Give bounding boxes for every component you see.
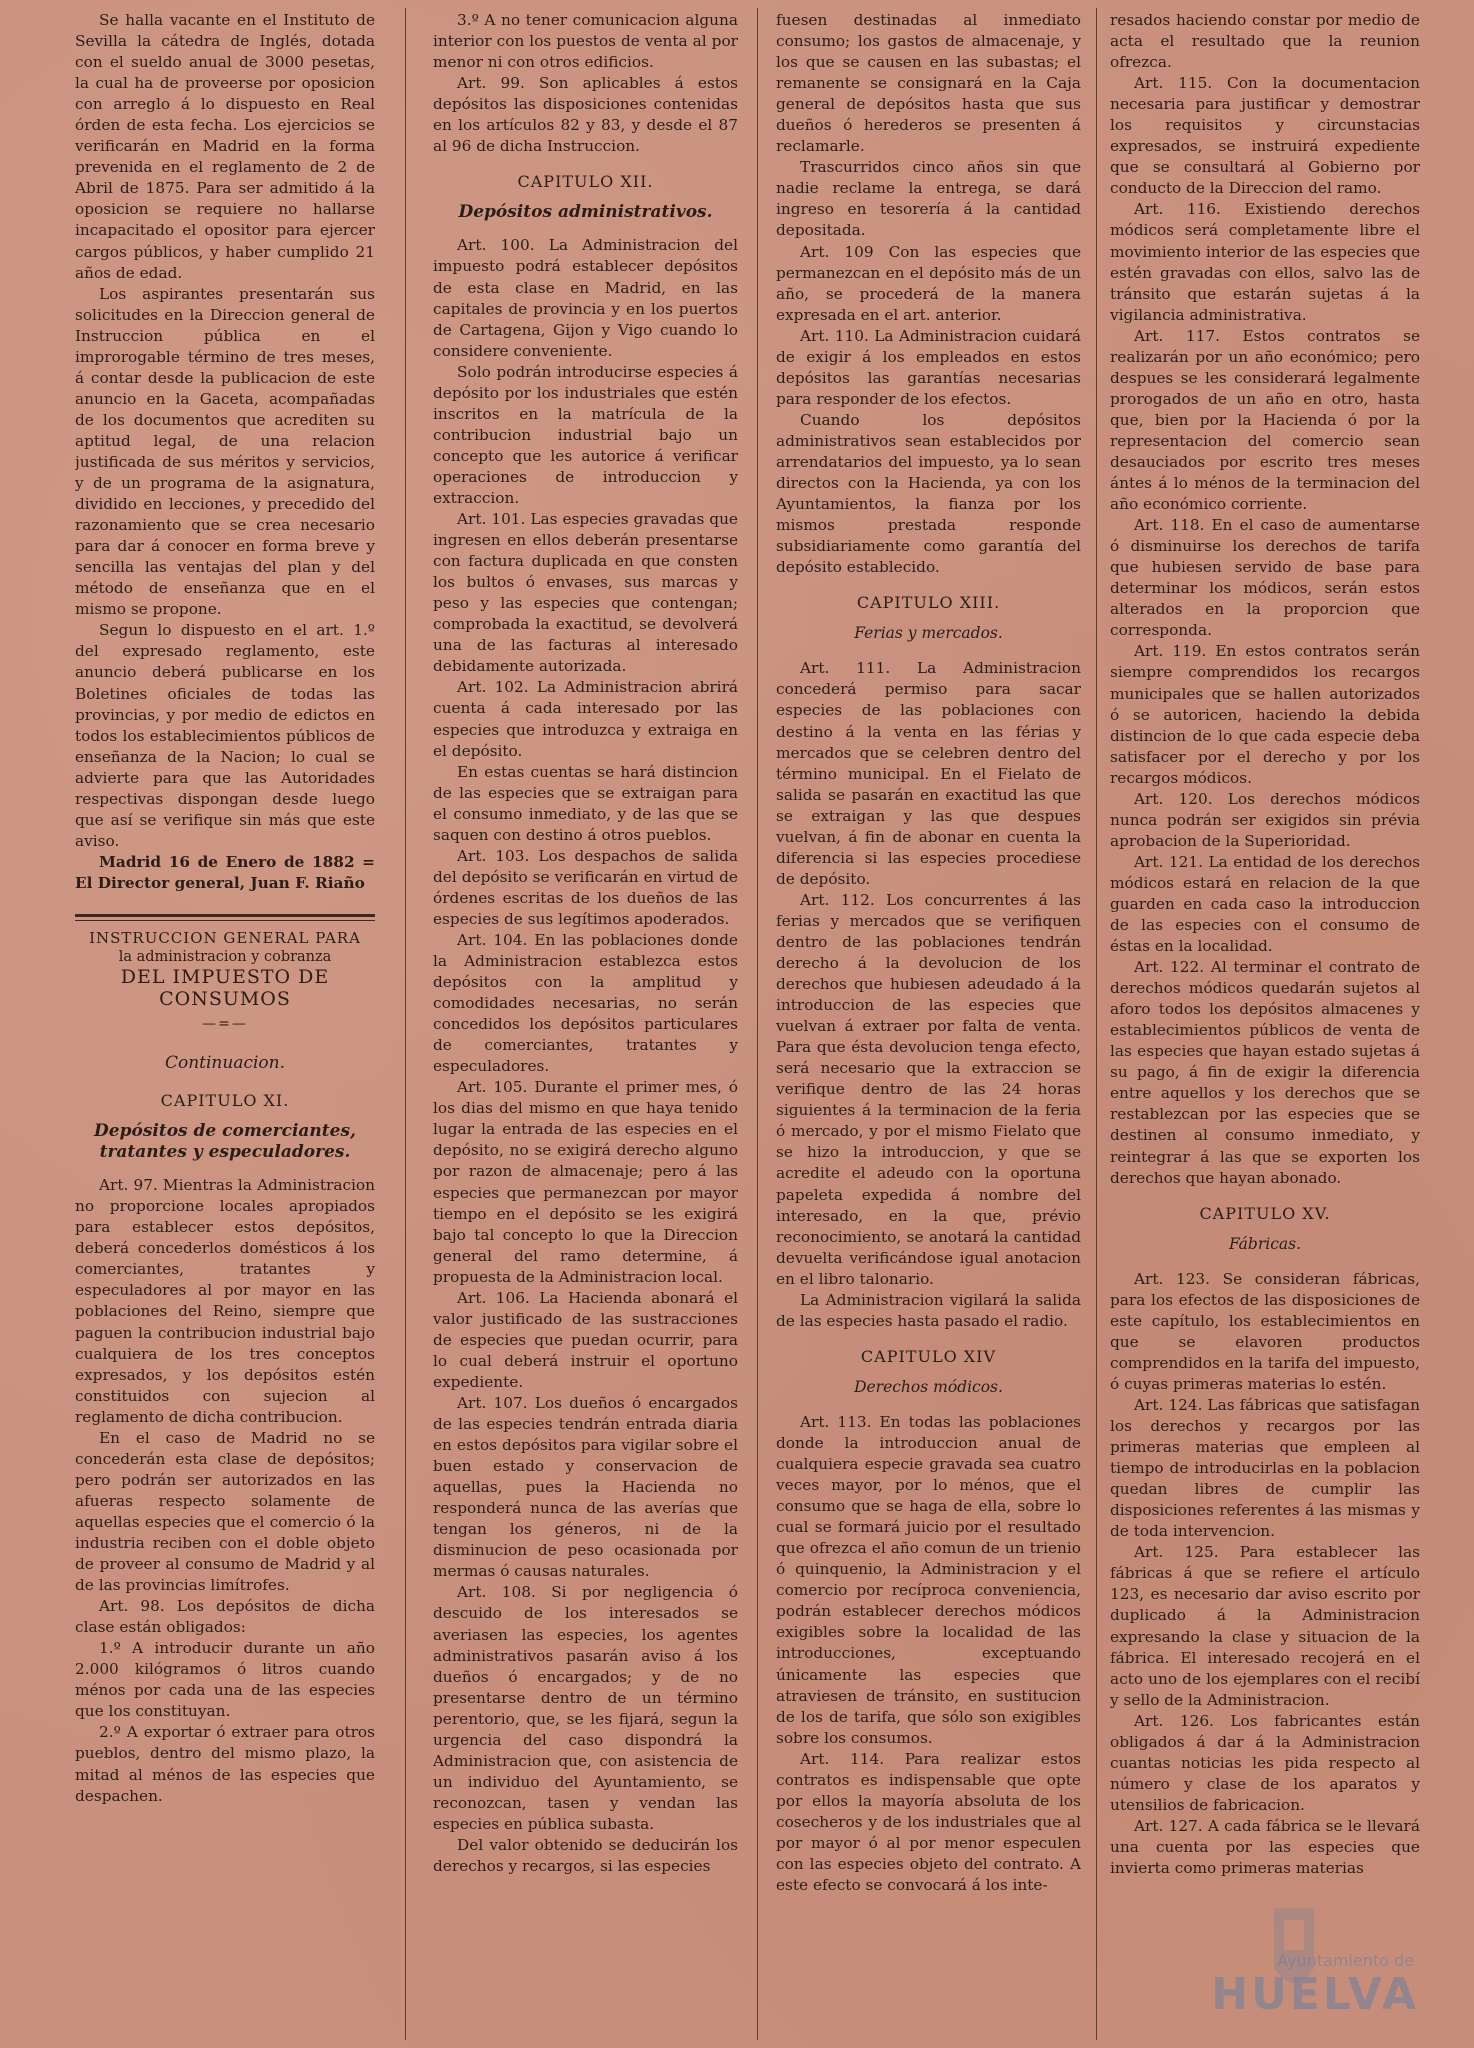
article: Art. 100. La Administracion del impuesto podrá establecer depósitos de esta clase en Madrid, en las capitales de provincia y en los puertos de Cartagena, Gijon y Vigo cuando lo considere conveniente. [433, 236, 738, 360]
column-2 [433, 10, 738, 2038]
article: Art. 123. Se consideran fábricas, para los efectos de las disposiciones de este capítulo, los establecimientos en que se elavoren productos comprendidos en la tarifa del impuesto, ó cuyas primeras materias lo estén. [1110, 1269, 1420, 1393]
paragraph: La Administracion vigilará la salida de las especies hasta pasado el radio. [776, 1290, 1081, 1330]
article: Art. 113. En todas las poblaciones donde la introduccion anual de cualquiera especie gravada sea cuatro veces mayor, por lo ménos, que el consumo que se haga de ella, sobre lo cual se formará juicio por el resultado que ofrezca el año comun de un trienio ó quinquenio, la Administracion y el comercio por recíproca conveniencia, podrán establecer derechos módicos exigibles sobre la localidad de las introducciones, exceptuando únicamente las especies que atraviesen de tránsito, en sustitucion de los de tarifa, que sólo son exigibles sobre los consumos. [776, 1412, 1081, 1747]
section-title: DEL IMPUESTO DE CONSUMOS [120, 965, 330, 1010]
article: Art. 106. La Hacienda abonará el valor justificado de las sustracciones de especies que puedan ocurrir, para lo cual deberá instruir el oportuno expediente. [433, 1288, 738, 1391]
article: Art. 122. Al terminar el contrato de derechos módicos quedarán sujetos al aforo todos los depósitos almacenes y establecimientos públicos de venta de las especies que hayan estado sujetas á su pago, á fin de exigir la diferencia entre aquellos y los derechos que se restablezcan por las especies que se destinen al consumo inmediato, y reintegrar á las que se exporten los derechos que hayan abonado. [1110, 958, 1420, 1187]
paragraph: Solo podrán introducirse especies á depósito por los industriales que estén inscritos en la matrícula de la contribucion industrial bajo un concepto que les autorice á verificar operaciones de introduccion y extraccion. [433, 362, 738, 507]
paragraph: fuesen destinadas al inmediato consumo; los gastos de almacenaje, y los que se causen en las subastas; el remanente se consignará en la Caja general de depósitos hasta que sus dueños ó herederos se presenten á reclamarle. [776, 11, 1081, 156]
list-item: 1.º A introducir durante un año 2.000 kilógramos ó litros cuando ménos por cada una de las especies que los constituyan. [75, 1639, 375, 1721]
watermark-subtitle: Ayuntamiento de [1277, 1951, 1414, 1970]
article: Art. 111. La Administracion concederá permiso para sacar especies de las poblaciones con destino á la venta en las férias y mercados que se celebren dentro del término municipal. En el Fielato de salida se pasarán en exactitud las que se extraigan y las que despues vuelvan, á fin de abonar en cuenta la diferencia si las especies procediese de depósito. [776, 659, 1081, 888]
article: Art. 108. Si por negligencia ó descuido de los interesados se averiasen las especies, los agentes administrativos pasarán aviso á los dueños ó encargados; y de no presentarse dentro de un término perentorio, que, se les fijará, segun la urgencia del caso dispondrá la Administracion que, con asistencia de un individuo del Ayuntamiento, se reconozcan, tasen y vendan las especies en pública subasta. [433, 1583, 738, 1833]
article: Art. 109 Con las especies que permanezcan en el depósito más de un año, se procederá de la manera expresada en el art. anterior. [776, 242, 1081, 324]
section-rule [75, 914, 375, 921]
chapter-subtitle: Fábricas. [1228, 1234, 1302, 1253]
signature: Madrid 16 de Enero de 1882 = El Director general, Juan F. Riaño [75, 852, 375, 892]
section-title: la administracion y cobranza [118, 948, 332, 965]
article: Art. 97. Mientras la Administracion no proporcione locales apropiados para establecer estos depósitos, deberá concederlos domésticos á los comerciantes, tratantes y especuladores al por mayor en las poblaciones del Reino, siempre que paguen la contribucion industrial bajo cualquiera de los tres conceptos expresados, y los depósitos estén constituidos con sujecion al reglamento de dicha contribucion. [75, 1176, 375, 1426]
watermark-title: HUELVA [1211, 1969, 1419, 2020]
article: Art. 103. Los despachos de salida del depósito se verificarán en virtud de órdenes escritas de los dueños de las especies de sus legítimos apoderados. [433, 846, 738, 928]
article: Art. 110. La Administracion cuidará de exigir á los empleados en estos depósitos las garantías necesarias para responder de los efectos. [776, 326, 1081, 408]
paragraph: Se halla vacante en el Instituto de Sevilla la cátedra de Inglés, dotada con el sueldo anual de 3000 pesetas, la cual ha de proveerse por oposicion con arreglo á lo dispuesto en Real órden de esta fecha. Los ejercicios se verificarán en Madrid en la forma prevenida en el reglamento de 2 de Abril de 1875. Para ser admitido á la oposicion se requiere no hallarse incapacitado el opositor para ejercer cargos públicos, y haber cumplido 21 años de edad. [75, 11, 375, 282]
chapter-subtitle: Ferias y mercados. [854, 624, 1003, 643]
chapter-heading: CAPITULO XV. [1199, 1203, 1331, 1223]
paragraph: Los aspirantes presentarán sus solicitudes en la Direccion general de Instruccion pública en el improrogable término de tres meses, á contar desde la publicacion de este anuncio en la Gaceta, acompañadas de los documentos que acrediten su aptitud legal, de una relacion justificada de sus méritos y servicios, y de un programa de la asignatura, dividido en lecciones, y precedido del razonamiento que se crea necesario para dar á conocer en forma breve y sencilla las ventajas del plan y del método de enseñanza que en el mismo se propone. [75, 284, 375, 619]
paragraph: En estas cuentas se hará distincion de las especies que se extraigan para el consumo inmediato, y de las que se saquen con destino á otros pueblos. [433, 762, 738, 844]
article: Art. 114. Para realizar estos contratos es indispensable que opte por ellos la mayoría absoluta de los cosecheros y de los industriales que al por mayor ó al por menor especulen con las especies objeto del contrato. A este efecto se convocará á los inte- [776, 1749, 1081, 1894]
article: Art. 104. En las poblaciones donde la Administracion establezca estos depósitos con la amplitud y comodidades necesarias, no serán concedidos los depósitos particulares de comerciantes, tratantes y especuladores. [433, 930, 738, 1076]
chapter-heading: CAPITULO XIV [860, 1346, 997, 1366]
continuation-label: Continuacion. [164, 1053, 286, 1074]
column-1 [75, 10, 375, 2038]
article: Art. 107. Los dueños ó encargados de las especies tendrán entrada diaria en estos depósitos para vigilar sobre el buen estado y conservacion de aquellas, pues la Hacienda no responderá nunca de las averías que tengan los géneros, ni de la disminucion de peso ocasionada por mermas ó causas naturales. [433, 1394, 738, 1581]
paragraph: Segun lo dispuesto en el art. 1.º del expresado reglamento, este anuncio deberá publicarse en los Boletines oficiales de todas las provincias, y por medio de edictos en todos los establecimientos públicos de enseñanza de la Nacion; lo cual se advierte para que las Autoridades respectivas dispongan desde luego que así se verifique sin más que este aviso. [75, 621, 375, 850]
chapter-subtitle: Depósitos de comerciantes, tratantes y especuladores. [94, 1121, 356, 1163]
chapter-subtitle: Derechos módicos. [854, 1377, 1003, 1396]
column-3 [776, 10, 1081, 2038]
list-item: 3.º A no tener comunicacion alguna interior con los puestos de venta al por menor ni con otros edificios. [433, 11, 738, 72]
article: Art. 105. Durante el primer mes, ó los dias del mismo en que haya tenido lugar la entrada de las especies en el depósito, no se exigirá derecho alguno por razon de almacenaje; pero á las especies que permanezcan por mayor tiempo en el depósito se les exigirá bajo tal concepto lo que la Direccion general del ramo determine, á propuesta de la Administracion local. [433, 1078, 738, 1286]
column-divider [757, 8, 758, 2040]
chapter-subtitle: Depósitos administrativos. [458, 202, 713, 223]
separator: —=— [202, 1015, 248, 1032]
column-4 [1110, 10, 1420, 2038]
paragraph: Trascurridos cinco años sin que nadie reclame la entrega, se dará ingreso en tesorería á la cantidad depositada. [776, 158, 1081, 240]
article: Art. 126. Los fabricantes están obligados á dar á la Administracion cuantas noticias les pida respecto al número y clase de los aparatos y utensilios de fabricacion. [1110, 1711, 1420, 1814]
article: Art. 99. Son aplicables á estos depósitos las disposiciones contenidas en los artículos 82 y 83, y desde el 87 al 96 de dicha Instruccion. [433, 74, 738, 156]
paragraph: Cuando los depósitos administrativos sean establecidos por arrendatarios del impuesto, ya lo sean directos con la Hacienda, ya con los Ayuntamientos, la fianza por los mismos prestada responde subsidiariamente como garantía del depósito establecido. [776, 410, 1081, 577]
article: Art. 121. La entidad de los derechos módicos estará en relacion de la que guarden en cada caso la introduccion de las especies con el consumo de éstas en la localidad. [1110, 852, 1420, 956]
article: Art. 115. Con la documentacion necesaria para justificar y demostrar los requisitos y circunstacias expresados, se instruirá expediente que se consultará al Gobierno por conducto de la Direccion del ramo. [1110, 74, 1420, 198]
chapter-heading: CAPITULO XI. [160, 1091, 290, 1111]
article: Art. 117. Estos contratos se realizarán por un año económico; pero despues se les considerará legalmente prorogados de un año en otro, hasta que, bien por la Hacienda ó por la representacion del comercio sean desauciados por escrito tres meses ántes á lo ménos de la terminacion del año económico corriente. [1110, 326, 1420, 514]
article: Art. 119. En estos contratos serán siempre comprendidos los recargos municipales que se hallen autorizados ó se autoricen, haciendo la debida distincion de lo que cada especie deba satisfacer por el derecho y por los recargos módicos. [1110, 642, 1420, 787]
article: Art. 120. Los derechos módicos nunca podrán ser exigidos sin prévia aprobacion de la Superioridad. [1110, 789, 1420, 850]
article: Art. 124. Las fábricas que satisfagan los derechos y recargos por las primeras materias que empleen al tiempo de introducirlas en la poblacion quedan libres de cumplir las disposiciones referentes á las mismas y de toda intervencion. [1110, 1396, 1420, 1541]
paragraph: resados haciendo constar por medio de acta el resultado que la reunion ofrezca. [1110, 11, 1420, 72]
article: Art. 98. Los depósitos de dicha clase están obligados: [75, 1597, 375, 1637]
article: Art. 101. Las especies gravadas que ingresen en ellos deberán presentarse con factura duplicada en que consten los bultos ó envases, sus marcas y peso y las especies que contengan; comprobada la exactitud, se devolverá una de las facturas al interesado debidamente autorizada. [433, 510, 738, 676]
chapter-heading: CAPITULO XII. [517, 172, 654, 192]
article: Art. 102. La Administracion abrirá cuenta á cada interesado por las especies que introduzca y extraiga en el depósito. [433, 678, 738, 760]
article: Art. 118. En el caso de aumentarse ó disminuirse los derechos de tarifa que hubiesen servido de base para determinar los módicos, serán estos alterados en la proporcion que corresponda. [1110, 516, 1420, 640]
chapter-heading: CAPITULO XIII. [856, 593, 1001, 613]
article: Art. 127. A cada fábrica se le llevará una cuenta por las especies que invierta como primeras materias [1110, 1816, 1420, 1878]
paragraph: Del valor obtenido se deducirán los derechos y recargos, si las especies [433, 1835, 738, 1876]
article: Art. 116. Existiendo derechos módicos será completamente libre el movimiento interior de las especies que estén gravadas con ellos, salvo las de tránsito que estarán sujetas á la vigilancia administrativa. [1110, 200, 1420, 324]
paragraph: En el caso de Madrid no se concederán esta clase de depósitos; pero podrán ser autorizados en las afueras respecto solamente de aquellas especies que el comercio ó la industria reciben con el doble objeto de proveer al consumo de Madrid y al de las provincias limítrofes. [75, 1428, 375, 1595]
list-item: 2.º A exportar ó extraer para otros pueblos, dentro del mismo plazo, la mitad al ménos de las especies que despachen. [75, 1723, 375, 1805]
article: Art. 112. Los concurrentes á las ferias y mercados que se verifiquen dentro de las poblaciones tendrán derecho á la devolucion de los derechos que hubiesen adeudado á la introduccion de las especies que vuelvan á extraer por falta de venta. Para que ésta devolucion tenga efecto, será necesario que la extraccion se verifique dentro de las 24 horas siguientes á la terminacion de la feria ó mercado, y por el mismo Fielato que se hizo la introduccion, y que se acredite el adeudo con la oportuna papeleta expedida á nombre del interesado, en la que, prévio reconocimiento, se anotará la cantidad devuelta verificándose igual anotacion en el libro talonario. [776, 890, 1081, 1288]
section-title: INSTRUCCION GENERAL PARA [89, 928, 361, 947]
column-divider [1096, 8, 1097, 2040]
column-divider [405, 8, 406, 2040]
article: Art. 125. Para establecer las fábricas á que se refiere el artículo 123, es necesario dar aviso escrito por duplicado á la Administracion expresando la clase y situacion de la fábrica. El interesado recojerá en el acto uno de los ejemplares con el recibí y sello de la Administracion. [1110, 1543, 1420, 1709]
